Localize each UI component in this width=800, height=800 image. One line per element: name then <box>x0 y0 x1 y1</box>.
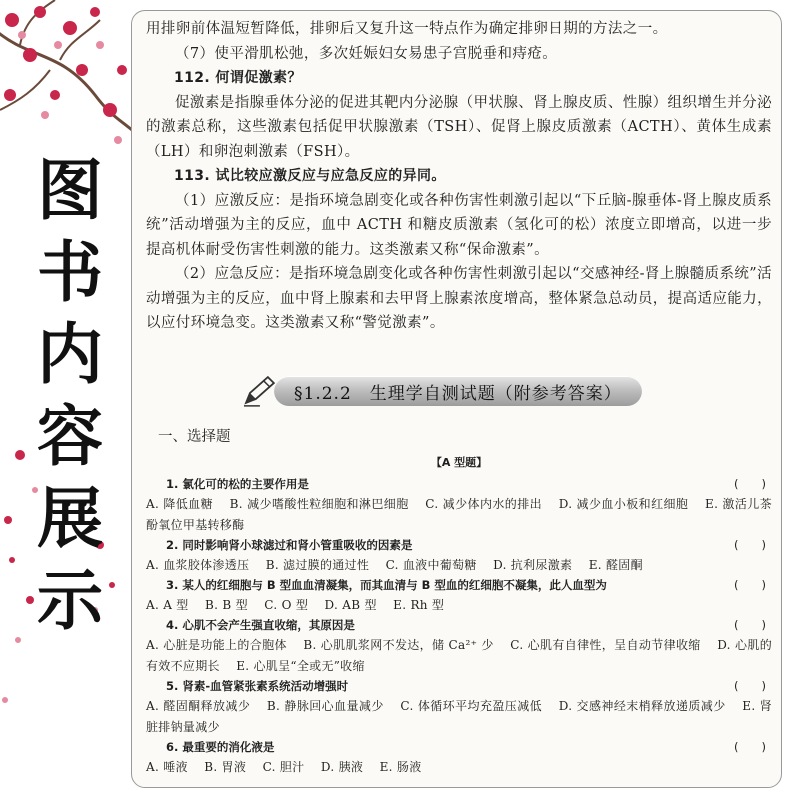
paragraph-4: （1）应激反应：是指环境急剧变化或各种伤害性刺激引起以“下丘脑-腺垂体-肾上腺皮质系统”活动增强为主的反应，血中 ACTH 和糖皮质激素（氢化可的松）浓度立即增高，以进一步提高机体耐受伤害性刺激的能力。这类激素又称“保命激素”。 <box>146 192 772 258</box>
answer-blank: ( ) <box>734 538 766 552</box>
question-options: A. 心脏是功能上的合胞体 B. 心肌肌浆网不发达，储 Ca²⁺ 少 C. 心肌有自律性，呈自动节律收缩 D. 心肌的有效不应期长 E. 心肌呈“全或无”收缩 <box>146 638 772 673</box>
paragraph-3: 促激素是指腺垂体分泌的促进其靶内分泌腺（甲状腺、肾上腺皮质、性腺）组织增生并分泌的激素总称，这些激素包括促甲状腺激素（TSH）、促肾上腺皮质激素（ACTH）、黄体生成素（LH）和卵泡刺激素（FSH）。 <box>146 94 772 160</box>
question-text: 3. 某人的红细胞与 B 型血血清凝集，而其血清与 B 型血的红细胞不凝集，此人血型为 <box>166 578 607 592</box>
question-options: A. 血浆胶体渗透压 B. 滤过膜的通过性 C. 血液中葡萄糖 D. 抗利尿激素 E. 醛固酮 <box>146 558 643 572</box>
question-text: 5. 肾素-血管紧张素系统活动增强时 <box>166 679 349 693</box>
answer-blank: ( ) <box>734 477 766 491</box>
section-title: §1.2.2 生理学自测试题（附参考答案） <box>274 376 642 406</box>
question-113-heading: 113. 试比较应激反应与应急反应的异同。 <box>174 168 446 184</box>
question-options: A. 唾液 B. 胃液 C. 胆汁 D. 胰液 E. 肠液 <box>146 760 422 774</box>
question-item <box>146 738 772 778</box>
question-item <box>146 576 772 616</box>
question-text: 1. 氯化可的松的主要作用是 <box>166 477 309 491</box>
pencil-icon <box>240 373 278 409</box>
question-text: 6. 最重要的消化液是 <box>166 740 275 754</box>
question-item <box>146 536 772 576</box>
answer-blank: ( ) <box>734 740 766 754</box>
side-title: 图书内容展示 <box>37 152 103 639</box>
question-type-label: 【A 型题】 <box>430 456 488 469</box>
quiz-heading: 一、选择题 <box>158 429 231 445</box>
question-item <box>146 677 772 738</box>
paragraph-5: （2）应急反应：是指环境急剧变化或各种伤害性刺激引起以“交感神经-肾上腺髓质系统”活动增强为主的反应，血中肾上腺素和去甲肾上腺素浓度增高，整体紧急总动员，提高适应能力，以应付环境急变。这类激素又称“警觉激素”。 <box>146 266 772 331</box>
question-item <box>146 475 772 536</box>
question-options: A. 醛固酮释放减少 B. 静脉回心血量减少 C. 体循环平均充盈压减低 D. 交感神经末梢释放递质减少 E. 肾脏排钠量减少 <box>146 699 772 734</box>
question-options: A. 降低血糖 B. 减少嗜酸性粒细胞和淋巴细胞 C. 减少体内水的排出 D. 减少血小板和红细胞 E. 激活儿茶酚氧位甲基转移酶 <box>146 497 772 532</box>
section-banner <box>240 373 642 409</box>
question-options: A. A 型 B. B 型 C. O 型 D. AB 型 E. Rh 型 <box>146 598 445 612</box>
book-page <box>131 10 782 788</box>
question-text: 4. 心肌不会产生强直收缩，其原因是 <box>166 618 355 632</box>
answer-blank: ( ) <box>734 618 766 632</box>
answer-blank: ( ) <box>734 578 766 592</box>
blossom-decoration <box>0 0 132 800</box>
question-text: 2. 同时影响肾小球滤过和肾小管重吸收的因素是 <box>166 538 413 552</box>
paragraph-2: （7）使平滑肌松弛，多次妊娠妇女易患子宫脱垂和痔疮。 <box>175 45 558 62</box>
quiz-section <box>146 425 772 778</box>
question-112-heading: 112. 何谓促激素？ <box>174 70 302 86</box>
paragraph-1: 用排卵前体温短暂降低，排卵后又复升这一特点作为确定排卵日期的方法之一。 <box>146 21 668 37</box>
page-text <box>146 11 772 336</box>
answer-blank: ( ) <box>734 679 766 693</box>
question-item <box>146 616 772 677</box>
